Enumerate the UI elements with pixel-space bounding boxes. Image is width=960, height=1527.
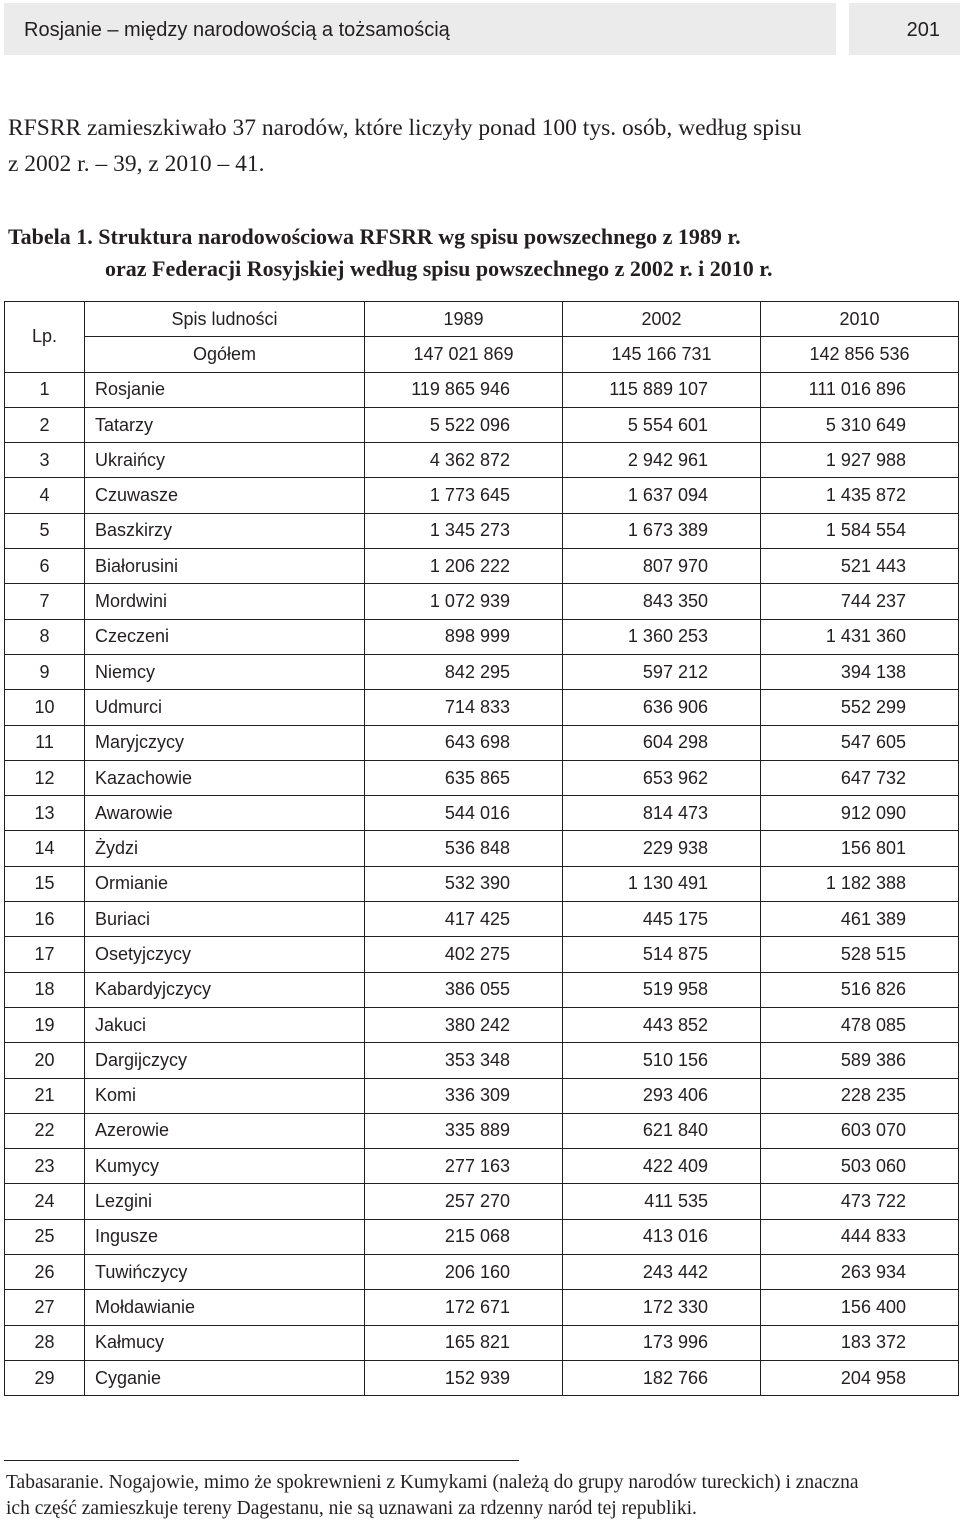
table-row	[5, 372, 959, 407]
table-row	[5, 407, 959, 442]
table-row	[5, 937, 959, 972]
value-2010: 204 958	[761, 1360, 959, 1395]
value-1989: 5 522 096	[365, 407, 563, 442]
value-2002: 1 360 253	[563, 619, 761, 654]
intro-line-2: z 2002 r. – 39, z 2010 – 41.	[8, 151, 265, 177]
value-2010: 1 435 872	[761, 478, 959, 513]
value-1989: 1 773 645	[365, 478, 563, 513]
nationality-name: Mołdawianie	[85, 1290, 365, 1325]
value-2002: 243 442	[563, 1255, 761, 1290]
table-row	[5, 1007, 959, 1042]
value-1989: 402 275	[365, 937, 563, 972]
nationality-name: Rosjanie	[85, 372, 365, 407]
row-number: 26	[5, 1255, 85, 1290]
running-header	[4, 3, 836, 55]
value-1989: 277 163	[365, 1149, 563, 1184]
value-1989: 417 425	[365, 902, 563, 937]
nationality-name: Tuwińczycy	[85, 1255, 365, 1290]
value-2010: 394 138	[761, 654, 959, 689]
value-2002: 510 156	[563, 1043, 761, 1078]
value-2010: 1 927 988	[761, 443, 959, 478]
value-1989: 4 362 872	[365, 443, 563, 478]
table-row	[5, 654, 959, 689]
value-1989: 898 999	[365, 619, 563, 654]
nationality-name: Czuwasze	[85, 478, 365, 513]
value-2010: 521 443	[761, 549, 959, 584]
value-1989: 1 345 273	[365, 513, 563, 548]
value-1989: 643 698	[365, 725, 563, 760]
value-2010: 228 235	[761, 1078, 959, 1113]
row-number: 2	[5, 407, 85, 442]
row-number: 29	[5, 1360, 85, 1395]
value-2010: 111 016 896	[761, 372, 959, 407]
value-2010: 528 515	[761, 937, 959, 972]
total-1989: 147 021 869	[365, 337, 563, 372]
row-number: 22	[5, 1113, 85, 1148]
value-1989: 386 055	[365, 972, 563, 1007]
value-2002: 5 554 601	[563, 407, 761, 442]
value-2002: 443 852	[563, 1007, 761, 1042]
nationality-name: Azerowie	[85, 1113, 365, 1148]
value-2002: 422 409	[563, 1149, 761, 1184]
value-1989: 165 821	[365, 1325, 563, 1360]
value-2002: 413 016	[563, 1219, 761, 1254]
value-2002: 807 970	[563, 549, 761, 584]
nationality-name: Niemcy	[85, 654, 365, 689]
value-2002: 293 406	[563, 1078, 761, 1113]
row-number: 4	[5, 478, 85, 513]
nationality-name: Buriaci	[85, 902, 365, 937]
footnote-divider	[4, 1460, 519, 1461]
row-number: 17	[5, 937, 85, 972]
nationality-name: Mordwini	[85, 584, 365, 619]
value-1989: 714 833	[365, 690, 563, 725]
row-number: 13	[5, 796, 85, 831]
table-row	[5, 760, 959, 795]
row-number: 19	[5, 1007, 85, 1042]
row-number: 24	[5, 1184, 85, 1219]
table-row	[5, 902, 959, 937]
table-row	[5, 513, 959, 548]
row-number: 10	[5, 690, 85, 725]
value-2002: 2 942 961	[563, 443, 761, 478]
table-row	[5, 831, 959, 866]
value-1989: 532 390	[365, 866, 563, 901]
row-number: 12	[5, 760, 85, 795]
table-row	[5, 1184, 959, 1219]
value-2002: 411 535	[563, 1184, 761, 1219]
year-2010-header: 2010	[761, 302, 959, 337]
nationality-name: Tatarzy	[85, 407, 365, 442]
value-2002: 621 840	[563, 1113, 761, 1148]
value-2010: 156 400	[761, 1290, 959, 1325]
year-2002-header: 2002	[563, 302, 761, 337]
value-2002: 1 673 389	[563, 513, 761, 548]
row-number: 28	[5, 1325, 85, 1360]
table-row	[5, 796, 959, 831]
value-2002: 445 175	[563, 902, 761, 937]
value-1989: 119 865 946	[365, 372, 563, 407]
value-2010: 589 386	[761, 1043, 959, 1078]
table-caption-line-2: oraz Federacji Rosyjskiej według spisu powszechnego z 2002 r. i 2010 r.	[105, 256, 773, 281]
value-1989: 544 016	[365, 796, 563, 831]
value-2002: 604 298	[563, 725, 761, 760]
value-2002: 514 875	[563, 937, 761, 972]
value-2010: 5 310 649	[761, 407, 959, 442]
value-2002: 229 938	[563, 831, 761, 866]
value-1989: 842 295	[365, 654, 563, 689]
value-2010: 552 299	[761, 690, 959, 725]
value-1989: 152 939	[365, 1360, 563, 1395]
census-label: Spis ludności	[85, 302, 365, 337]
table-row	[5, 725, 959, 760]
footnote-line-2: ich część zamieszkuje tereny Dagestanu, nie są uznawani za rdzenny naród tej republiki.	[6, 1498, 697, 1519]
nationality-name: Białorusini	[85, 549, 365, 584]
value-1989: 335 889	[365, 1113, 563, 1148]
table-row	[5, 972, 959, 1007]
value-1989: 380 242	[365, 1007, 563, 1042]
nationality-name: Ukraińcy	[85, 443, 365, 478]
row-number: 18	[5, 972, 85, 1007]
row-number: 16	[5, 902, 85, 937]
total-label: Ogółem	[85, 337, 365, 372]
value-2002: 173 996	[563, 1325, 761, 1360]
nationality-name: Maryjczycy	[85, 725, 365, 760]
row-number: 3	[5, 443, 85, 478]
row-number: 11	[5, 725, 85, 760]
nationality-name: Udmurci	[85, 690, 365, 725]
footnote-line-1: Tabasaranie. Nogajowie, mimo że spokrewnieni z Kumykami (należą do grupy narodów tureckich) i znaczna	[6, 1472, 859, 1493]
nationality-name: Ingusze	[85, 1219, 365, 1254]
row-number: 1	[5, 372, 85, 407]
value-2002: 172 330	[563, 1290, 761, 1325]
table-caption	[8, 221, 953, 285]
value-1989: 635 865	[365, 760, 563, 795]
row-number: 8	[5, 619, 85, 654]
row-number: 7	[5, 584, 85, 619]
nationality-name: Lezgini	[85, 1184, 365, 1219]
table-row	[5, 1325, 959, 1360]
nationality-name: Komi	[85, 1078, 365, 1113]
value-2010: 912 090	[761, 796, 959, 831]
value-2010: 603 070	[761, 1113, 959, 1148]
value-1989: 536 848	[365, 831, 563, 866]
table-header-row	[5, 302, 959, 337]
value-2002: 1 637 094	[563, 478, 761, 513]
total-2002: 145 166 731	[563, 337, 761, 372]
table-row	[5, 549, 959, 584]
value-1989: 1 206 222	[365, 549, 563, 584]
row-number: 5	[5, 513, 85, 548]
table-row	[5, 1043, 959, 1078]
value-2010: 1 584 554	[761, 513, 959, 548]
nationality-name: Kałmucy	[85, 1325, 365, 1360]
value-2010: 547 605	[761, 725, 959, 760]
table-row	[5, 443, 959, 478]
table-row	[5, 1113, 959, 1148]
value-2010: 1 182 388	[761, 866, 959, 901]
nationality-name: Czeczeni	[85, 619, 365, 654]
value-2002: 653 962	[563, 760, 761, 795]
value-2010: 183 372	[761, 1325, 959, 1360]
value-2010: 444 833	[761, 1219, 959, 1254]
value-1989: 215 068	[365, 1219, 563, 1254]
page-number: 201	[906, 19, 940, 41]
value-2002: 597 212	[563, 654, 761, 689]
value-2002: 519 958	[563, 972, 761, 1007]
value-2002: 636 906	[563, 690, 761, 725]
intro-paragraph	[8, 110, 953, 182]
row-number: 21	[5, 1078, 85, 1113]
population-table	[4, 301, 959, 1396]
row-number: 20	[5, 1043, 85, 1078]
nationality-name: Cyganie	[85, 1360, 365, 1395]
value-2010: 647 732	[761, 760, 959, 795]
table-row	[5, 1290, 959, 1325]
value-2002: 814 473	[563, 796, 761, 831]
value-1989: 353 348	[365, 1043, 563, 1078]
row-number: 6	[5, 549, 85, 584]
table-row	[5, 1360, 959, 1395]
value-2010: 744 237	[761, 584, 959, 619]
table-row	[5, 1255, 959, 1290]
row-number: 23	[5, 1149, 85, 1184]
value-2010: 156 801	[761, 831, 959, 866]
table-row	[5, 584, 959, 619]
table-row	[5, 478, 959, 513]
value-1989: 172 671	[365, 1290, 563, 1325]
nationality-name: Dargijczycy	[85, 1043, 365, 1078]
table-total-row	[5, 337, 959, 372]
value-2010: 263 934	[761, 1255, 959, 1290]
value-2010: 478 085	[761, 1007, 959, 1042]
row-number: 9	[5, 654, 85, 689]
intro-line-1: RFSRR zamieszkiwało 37 narodów, które liczyły ponad 100 tys. osób, według spisu	[8, 115, 802, 141]
lp-header: Lp.	[5, 302, 85, 373]
year-1989-header: 1989	[365, 302, 563, 337]
value-1989: 336 309	[365, 1078, 563, 1113]
row-number: 15	[5, 866, 85, 901]
row-number: 25	[5, 1219, 85, 1254]
page-number-box	[849, 3, 960, 55]
value-2002: 1 130 491	[563, 866, 761, 901]
value-1989: 1 072 939	[365, 584, 563, 619]
table-row	[5, 1149, 959, 1184]
nationality-name: Kazachowie	[85, 760, 365, 795]
value-2010: 1 431 360	[761, 619, 959, 654]
table-caption-line-1: Tabela 1. Struktura narodowościowa RFSRR wg spisu powszechnego z 1989 r.	[8, 224, 741, 249]
value-1989: 206 160	[365, 1255, 563, 1290]
nationality-name: Kabardyjczycy	[85, 972, 365, 1007]
table-row	[5, 1219, 959, 1254]
nationality-name: Baszkirzy	[85, 513, 365, 548]
table-row	[5, 866, 959, 901]
value-1989: 257 270	[365, 1184, 563, 1219]
value-2010: 516 826	[761, 972, 959, 1007]
value-2010: 473 722	[761, 1184, 959, 1219]
value-2002: 182 766	[563, 1360, 761, 1395]
nationality-name: Ormianie	[85, 866, 365, 901]
nationality-name: Osetyjczycy	[85, 937, 365, 972]
value-2010: 503 060	[761, 1149, 959, 1184]
value-2002: 115 889 107	[563, 372, 761, 407]
value-2002: 843 350	[563, 584, 761, 619]
total-2010: 142 856 536	[761, 337, 959, 372]
row-number: 14	[5, 831, 85, 866]
table-row	[5, 690, 959, 725]
table-row	[5, 619, 959, 654]
table-row	[5, 1078, 959, 1113]
nationality-name: Kumycy	[85, 1149, 365, 1184]
footnote	[6, 1470, 956, 1522]
nationality-name: Awarowie	[85, 796, 365, 831]
nationality-name: Żydzi	[85, 831, 365, 866]
running-header-title: Rosjanie – między narodowością a tożsamością	[24, 19, 450, 41]
nationality-name: Jakuci	[85, 1007, 365, 1042]
row-number: 27	[5, 1290, 85, 1325]
value-2010: 461 389	[761, 902, 959, 937]
